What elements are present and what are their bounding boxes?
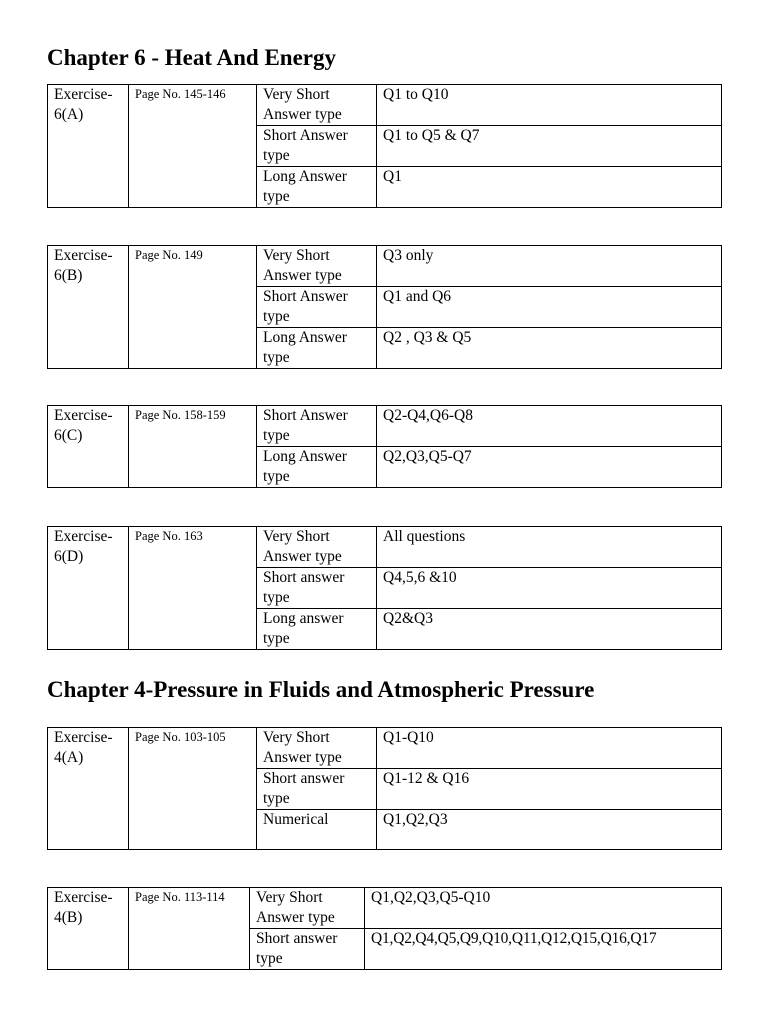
- answer-type: Very Short Answer type: [250, 888, 365, 929]
- table-row: [48, 246, 722, 287]
- exercise-name: Exercise-4(B): [48, 888, 129, 970]
- table-row: [48, 85, 722, 126]
- answer-type: Long answer type: [257, 609, 377, 650]
- table-row: [48, 527, 722, 568]
- exercise-table: [47, 887, 722, 970]
- exercise-name: Exercise-6(B): [48, 246, 129, 369]
- question-list: Q1,Q2,Q3,Q5-Q10: [365, 888, 722, 929]
- answer-type: Very Short Answer type: [257, 728, 377, 769]
- exercise-table: [47, 84, 722, 208]
- answer-type: Long Answer type: [257, 447, 377, 488]
- answer-type: Short answer type: [257, 568, 377, 609]
- answer-type: Long Answer type: [257, 167, 377, 208]
- question-list: Q2,Q3,Q5-Q7: [377, 447, 722, 488]
- exercise-name: Exercise-6(D): [48, 527, 129, 650]
- page-number: Page No. 145-146: [129, 85, 257, 208]
- table-row: [48, 728, 722, 769]
- page-number: Page No. 103-105: [129, 728, 257, 850]
- table-row: [48, 406, 722, 447]
- answer-type: Short Answer type: [257, 287, 377, 328]
- exercise-table: [47, 727, 722, 850]
- exercise-name: Exercise-6(C): [48, 406, 129, 488]
- exercise-table: [47, 245, 722, 369]
- question-list: Q1 to Q10: [377, 85, 722, 126]
- question-list: Q4,5,6 &10: [377, 568, 722, 609]
- question-list: Q1-12 & Q16: [377, 769, 722, 810]
- answer-type: Numerical: [257, 810, 377, 850]
- question-list: Q1,Q2,Q4,Q5,Q9,Q10,Q11,Q12,Q15,Q16,Q17: [365, 929, 722, 970]
- question-list: Q2&Q3: [377, 609, 722, 650]
- chapter-title: Chapter 4-Pressure in Fluids and Atmospheric Pressure: [47, 677, 595, 702]
- question-list: Q1 to Q5 & Q7: [377, 126, 722, 167]
- chapter-title: Chapter 6 - Heat And Energy: [47, 45, 336, 70]
- question-list: Q3 only: [377, 246, 722, 287]
- table-row: [48, 888, 722, 929]
- page-number: Page No. 163: [129, 527, 257, 650]
- question-list: Q1: [377, 167, 722, 208]
- exercise-table: [47, 526, 722, 650]
- question-list: Q1,Q2,Q3: [377, 810, 722, 850]
- exercise-table: [47, 405, 722, 488]
- question-list: All questions: [377, 527, 722, 568]
- answer-type: Short Answer type: [257, 406, 377, 447]
- page-number: Page No. 113-114: [129, 888, 250, 970]
- answer-type: Short answer type: [257, 769, 377, 810]
- exercise-name: Exercise-6(A): [48, 85, 129, 208]
- page-number: Page No. 158-159: [129, 406, 257, 488]
- answer-type: Short Answer type: [257, 126, 377, 167]
- answer-type: Very Short Answer type: [257, 246, 377, 287]
- answer-type: Very Short Answer type: [257, 527, 377, 568]
- question-list: Q1 and Q6: [377, 287, 722, 328]
- page-number: Page No. 149: [129, 246, 257, 369]
- question-list: Q2-Q4,Q6-Q8: [377, 406, 722, 447]
- question-list: Q1-Q10: [377, 728, 722, 769]
- answer-type: Very Short Answer type: [257, 85, 377, 126]
- question-list: Q2 , Q3 & Q5: [377, 328, 722, 369]
- answer-type: Long Answer type: [257, 328, 377, 369]
- answer-type: Short answer type: [250, 929, 365, 970]
- exercise-name: Exercise-4(A): [48, 728, 129, 850]
